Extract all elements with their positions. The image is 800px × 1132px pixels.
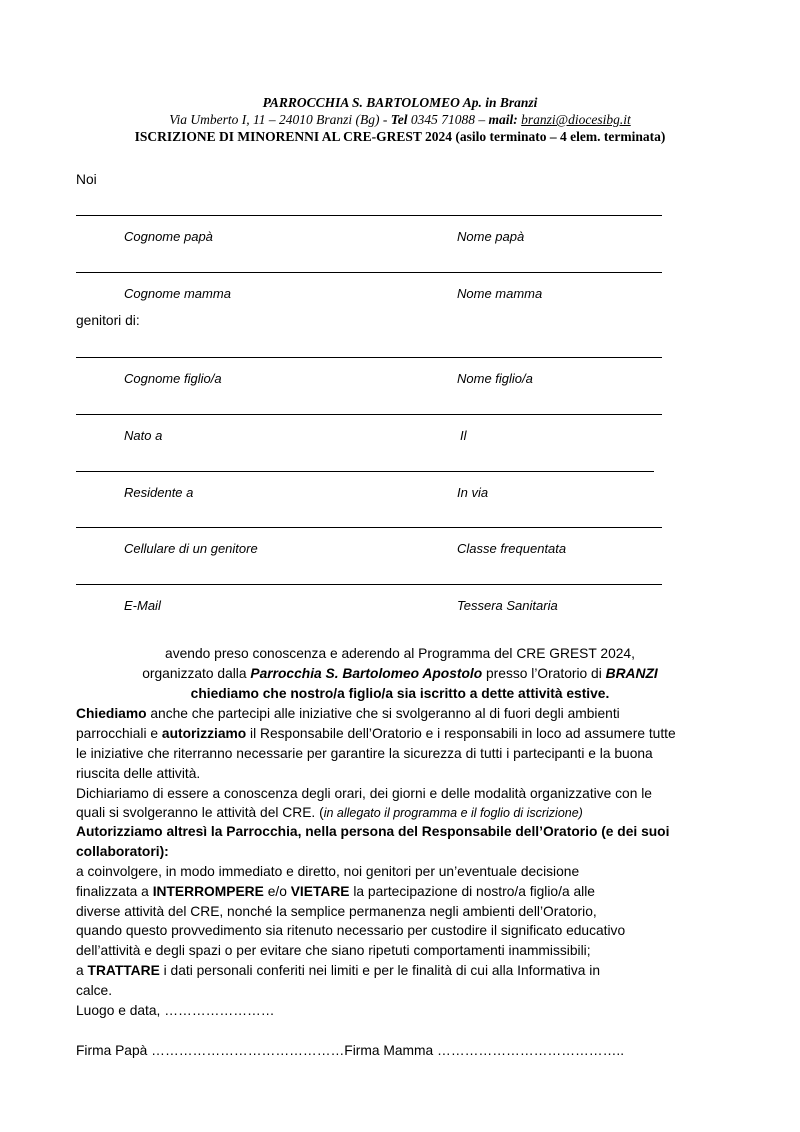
request-paragraph: chiediamo che nostro/a figlio/a sia iscritto a dette attività estive. [190,686,610,701]
label-classe: Classe frequentata [457,541,567,556]
body-line-3: le iniziative che riterranno necessarie per garantire la sicurezza di tutti i partecipanti e la buona [76,746,653,761]
body-line-6 [76,805,583,820]
label-residente-a: Residente a [124,485,194,500]
line-papa[interactable] [76,215,662,216]
organizer-text-c: presso l’Oratorio di [482,666,606,681]
chiediamo-bold: Chiediamo [76,706,147,721]
line-contatti[interactable] [76,527,662,528]
body-line-8: collaboratori): [76,844,169,859]
line-residenza[interactable] [76,471,654,472]
label-cognome-figlio: Cognome figlio/a [124,371,222,386]
label-nome-papa: Nome papà [457,229,525,244]
label-cognome-mamma: Cognome mamma [124,286,231,301]
label-cognome-papa: Cognome papà [124,229,213,244]
body-line-11: diverse attività del CRE, nonché la semplice permanenza negli ambienti dell’Oratorio, [76,904,597,919]
body-line-14 [76,963,600,978]
body-line-10-a: finalizzata a [76,884,153,899]
place-date-field[interactable]: Luogo e data, …………………… [76,1003,275,1018]
label-cellulare: Cellulare di un genitore [124,541,258,556]
body-line-12: quando questo provvedimento sia ritenuto necessario per custodire il significato educativo [76,923,626,938]
body-line-7: Autorizziamo altresì la Parrocchia, nella persona del Responsabile dell’Oratorio (e dei suoi [76,824,670,839]
vietare-bold: VIETARE [290,884,350,899]
label-in-via: In via [457,485,489,500]
label-nome-mamma: Nome mamma [457,286,543,301]
parish-name: PARROCCHIA S. BARTOLOMEO Ap. in Branzi [262,95,538,110]
parish-full-name: Parrocchia S. Bartolomeo Apostolo [250,666,483,681]
label-email: E-Mail [124,598,161,613]
program-paragraph: avendo preso conoscenza e aderendo al Programma del CRE GREST 2024, [165,646,635,661]
organizer-text-a: organizzato dalla [142,666,251,681]
town-name: BRANZI [605,666,658,681]
tel-value: 0345 71088 – [407,112,489,127]
line-email[interactable] [76,584,662,585]
body-line-15: calce. [76,983,113,998]
line-nascita[interactable] [76,414,662,415]
body-line-13: dell’attività e degli spazi o per evitare che siano ripetuti comportamenti inammissibili; [76,943,591,958]
tel-label: Tel [390,112,408,127]
body-line-10-c: e/o [263,884,291,899]
body-line-5: Dichiariamo di essere a conoscenza degli orari, dei giorni e delle modalità organizzative con le [76,786,652,801]
body-line-14-a: a [76,963,88,978]
label-tessera: Tessera Sanitaria [457,598,558,613]
body-line-10-e: la partecipazione di nostro/a figlio/a alle [349,884,595,899]
body-line-9: a coinvolgere, in modo immediato e diretto, noi genitori per un’eventuale decisione [76,864,580,879]
attachment-note: in allegato il programma e il foglio di iscrizione) [323,806,583,820]
form-title: ISCRIZIONE DI MINORENNI AL CRE-GREST 2024 (asilo terminato – 4 elem. terminata) [134,129,666,144]
body-line-4: riuscita delle attività. [76,766,201,781]
body-line-2-c: il Responsabile dell’Oratorio e i responsabili in loco ad assumere tutte [246,726,676,741]
body-line-14-c: i dati personali conferiti nei limiti e per le finalità di cui alla Informativa in [159,963,600,978]
organizer-paragraph [0,666,800,681]
email-link[interactable]: branzi@diocesibg.it [521,112,631,127]
intro-text: Noi [76,172,97,187]
label-il: Il [460,428,467,443]
parents-of-text: genitori di: [76,313,140,328]
body-line-10 [76,884,595,899]
body-line-6-a: quali si svolgeranno le attività del CRE. ( [76,805,324,820]
mail-label: mail: [488,112,518,127]
body-line-1 [76,706,620,721]
body-line-1-rest: anche che partecipi alle iniziative che si svolgeranno al di fuori degli ambienti [146,706,620,721]
interrompere-bold: INTERROMPERE [152,884,264,899]
signature-line[interactable]: Firma Papà ……………………………………Firma Mamma ………………………………….. [76,1043,625,1058]
line-figlio[interactable] [76,357,662,358]
address-text: Via Umberto I, 11 – 24010 Branzi (Bg) - [169,112,391,127]
body-line-2 [76,726,676,741]
autorizziamo-bold: autorizziamo [161,726,247,741]
label-nato-a: Nato a [124,428,163,443]
line-mamma[interactable] [76,272,662,273]
parish-address [0,112,800,128]
body-line-2-a: parrocchiali e [76,726,162,741]
label-nome-figlio: Nome figlio/a [457,371,533,386]
trattare-bold: TRATTARE [87,963,160,978]
